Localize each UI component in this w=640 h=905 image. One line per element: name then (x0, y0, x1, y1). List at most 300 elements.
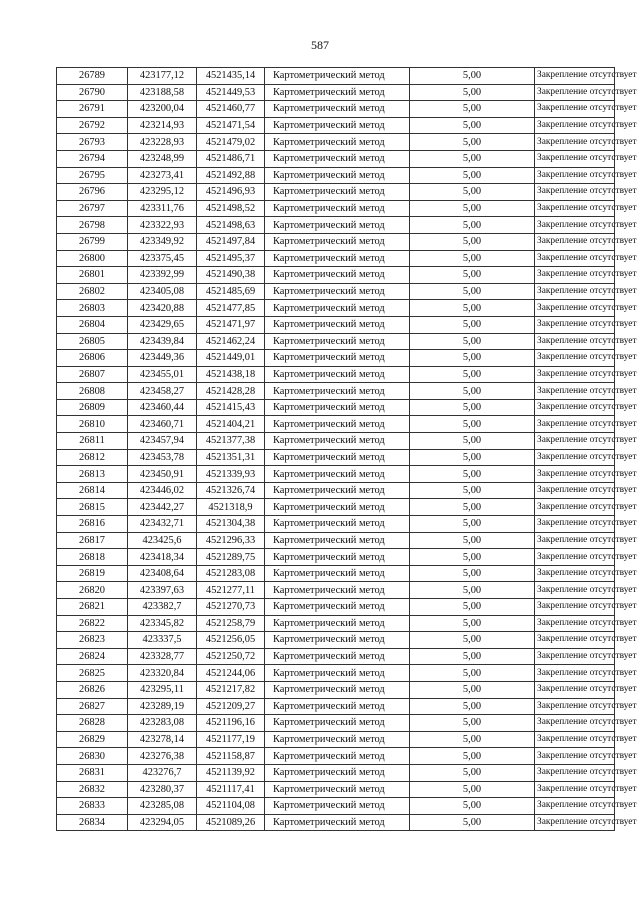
table-row (57, 798, 615, 815)
fixing-cell: Закрепление отсутствует (535, 250, 615, 267)
fixing-cell: Закрепление отсутствует (535, 383, 615, 400)
x-coordinate-cell: 423349,92 (128, 233, 197, 250)
point-number-cell: 26798 (57, 217, 128, 234)
fixing-cell: Закрепление отсутствует (535, 615, 615, 632)
table-row (57, 433, 615, 450)
fixing-cell: Закрепление отсутствует (535, 366, 615, 383)
table-row (57, 399, 615, 416)
accuracy-cell: 5,00 (410, 134, 535, 151)
page-number: 587 (311, 38, 329, 52)
fixing-cell: Закрепление отсутствует (535, 781, 615, 798)
coordinates-table (56, 67, 637, 831)
accuracy-cell: 5,00 (410, 764, 535, 781)
point-number-cell: 26815 (57, 499, 128, 516)
x-coordinate-cell: 423320,84 (128, 665, 197, 682)
accuracy-cell: 5,00 (410, 250, 535, 267)
x-coordinate-cell: 423280,37 (128, 781, 197, 798)
y-coordinate-cell: 4521496,93 (197, 184, 265, 201)
accuracy-cell: 5,00 (410, 648, 535, 665)
y-coordinate-cell: 4521158,87 (197, 748, 265, 765)
fixing-cell: Закрепление отсутствует (535, 532, 615, 549)
method-cell: Картометрический метод (265, 632, 410, 649)
method-cell: Картометрический метод (265, 748, 410, 765)
accuracy-cell: 5,00 (410, 350, 535, 367)
method-cell: Картометрический метод (265, 433, 410, 450)
y-coordinate-cell: 4521256,05 (197, 632, 265, 649)
fixing-cell: Закрепление отсутствует (535, 599, 615, 616)
method-cell: Картометрический метод (265, 516, 410, 533)
point-number-cell: 26797 (57, 200, 128, 217)
table-row (57, 665, 615, 682)
point-number-cell: 26822 (57, 615, 128, 632)
fixing-cell: Закрепление отсутствует (535, 449, 615, 466)
y-coordinate-cell: 4521377,38 (197, 433, 265, 450)
fixing-cell: Закрепление отсутствует (535, 117, 615, 134)
x-coordinate-cell: 423276,38 (128, 748, 197, 765)
x-coordinate-cell: 423283,08 (128, 715, 197, 732)
y-coordinate-cell: 4521490,38 (197, 267, 265, 284)
accuracy-cell: 5,00 (410, 416, 535, 433)
method-cell: Картометрический метод (265, 466, 410, 483)
point-number-cell: 26813 (57, 466, 128, 483)
table-row (57, 499, 615, 516)
fixing-cell: Закрепление отсутствует (535, 698, 615, 715)
method-cell: Картометрический метод (265, 267, 410, 284)
x-coordinate-cell: 423458,27 (128, 383, 197, 400)
point-number-cell: 26818 (57, 549, 128, 566)
fixing-cell: Закрепление отсутствует (535, 764, 615, 781)
x-coordinate-cell: 423276,7 (128, 764, 197, 781)
point-number-cell: 26827 (57, 698, 128, 715)
point-number-cell: 26791 (57, 101, 128, 118)
table-row (57, 632, 615, 649)
accuracy-cell: 5,00 (410, 366, 535, 383)
point-number-cell: 26829 (57, 731, 128, 748)
fixing-cell: Закрепление отсутствует (535, 68, 615, 85)
accuracy-cell: 5,00 (410, 582, 535, 599)
method-cell: Картометрический метод (265, 565, 410, 582)
table-row (57, 648, 615, 665)
method-cell: Картометрический метод (265, 764, 410, 781)
fixing-cell: Закрепление отсутствует (535, 715, 615, 732)
accuracy-cell: 5,00 (410, 549, 535, 566)
x-coordinate-cell: 423295,12 (128, 184, 197, 201)
method-cell: Картометрический метод (265, 416, 410, 433)
method-cell: Картометрический метод (265, 549, 410, 566)
point-number-cell: 26805 (57, 333, 128, 350)
y-coordinate-cell: 4521492,88 (197, 167, 265, 184)
x-coordinate-cell: 423337,5 (128, 632, 197, 649)
table-row (57, 814, 615, 831)
method-cell: Картометрический метод (265, 84, 410, 101)
table-row (57, 101, 615, 118)
y-coordinate-cell: 4521244,06 (197, 665, 265, 682)
method-cell: Картометрический метод (265, 217, 410, 234)
point-number-cell: 26826 (57, 681, 128, 698)
table-row (57, 532, 615, 549)
x-coordinate-cell: 423442,27 (128, 499, 197, 516)
x-coordinate-cell: 423382,7 (128, 599, 197, 616)
x-coordinate-cell: 423425,6 (128, 532, 197, 549)
method-cell: Картометрический метод (265, 648, 410, 665)
x-coordinate-cell: 423248,99 (128, 150, 197, 167)
accuracy-cell: 5,00 (410, 599, 535, 616)
table-row (57, 350, 615, 367)
y-coordinate-cell: 4521498,63 (197, 217, 265, 234)
y-coordinate-cell: 4521479,02 (197, 134, 265, 151)
fixing-cell: Закрепление отсутствует (535, 681, 615, 698)
point-number-cell: 26828 (57, 715, 128, 732)
x-coordinate-cell: 423273,41 (128, 167, 197, 184)
table-row (57, 698, 615, 715)
y-coordinate-cell: 4521117,41 (197, 781, 265, 798)
fixing-cell: Закрепление отсутствует (535, 316, 615, 333)
y-coordinate-cell: 4521283,08 (197, 565, 265, 582)
y-coordinate-cell: 4521495,37 (197, 250, 265, 267)
y-coordinate-cell: 4521217,82 (197, 681, 265, 698)
fixing-cell: Закрепление отсутствует (535, 399, 615, 416)
y-coordinate-cell: 4521318,9 (197, 499, 265, 516)
point-number-cell: 26819 (57, 565, 128, 582)
method-cell: Картометрический метод (265, 449, 410, 466)
point-number-cell: 26806 (57, 350, 128, 367)
y-coordinate-cell: 4521497,84 (197, 233, 265, 250)
fixing-cell: Закрепление отсутствует (535, 267, 615, 284)
accuracy-cell: 5,00 (410, 482, 535, 499)
method-cell: Картометрический метод (265, 715, 410, 732)
accuracy-cell: 5,00 (410, 200, 535, 217)
x-coordinate-cell: 423460,71 (128, 416, 197, 433)
method-cell: Картометрический метод (265, 366, 410, 383)
accuracy-cell: 5,00 (410, 449, 535, 466)
x-coordinate-cell: 423278,14 (128, 731, 197, 748)
x-coordinate-cell: 423214,93 (128, 117, 197, 134)
method-cell: Картометрический метод (265, 316, 410, 333)
x-coordinate-cell: 423408,64 (128, 565, 197, 582)
table-row (57, 781, 615, 798)
table-row (57, 117, 615, 134)
y-coordinate-cell: 4521462,24 (197, 333, 265, 350)
y-coordinate-cell: 4521485,69 (197, 283, 265, 300)
table-row (57, 549, 615, 566)
method-cell: Картометрический метод (265, 383, 410, 400)
method-cell: Картометрический метод (265, 233, 410, 250)
x-coordinate-cell: 423429,65 (128, 316, 197, 333)
accuracy-cell: 5,00 (410, 399, 535, 416)
x-coordinate-cell: 423311,76 (128, 200, 197, 217)
method-cell: Картометрический метод (265, 150, 410, 167)
fixing-cell: Закрепление отсутствует (535, 233, 615, 250)
point-number-cell: 26812 (57, 449, 128, 466)
y-coordinate-cell: 4521196,16 (197, 715, 265, 732)
accuracy-cell: 5,00 (410, 731, 535, 748)
method-cell: Картометрический метод (265, 68, 410, 85)
y-coordinate-cell: 4521460,77 (197, 101, 265, 118)
accuracy-cell: 5,00 (410, 466, 535, 483)
x-coordinate-cell: 423295,11 (128, 681, 197, 698)
table-row (57, 599, 615, 616)
fixing-cell: Закрепление отсутствует (535, 333, 615, 350)
fixing-cell: Закрепление отсутствует (535, 549, 615, 566)
method-cell: Картометрический метод (265, 814, 410, 831)
table-row (57, 383, 615, 400)
table-row (57, 167, 615, 184)
point-number-cell: 26799 (57, 233, 128, 250)
y-coordinate-cell: 4521139,92 (197, 764, 265, 781)
fixing-cell: Закрепление отсутствует (535, 582, 615, 599)
table-row (57, 233, 615, 250)
table-row (57, 217, 615, 234)
point-number-cell: 26824 (57, 648, 128, 665)
accuracy-cell: 5,00 (410, 333, 535, 350)
point-number-cell: 26823 (57, 632, 128, 649)
y-coordinate-cell: 4521250,72 (197, 648, 265, 665)
x-coordinate-cell: 423455,01 (128, 366, 197, 383)
y-coordinate-cell: 4521177,19 (197, 731, 265, 748)
accuracy-cell: 5,00 (410, 698, 535, 715)
y-coordinate-cell: 4521104,08 (197, 798, 265, 815)
point-number-cell: 26830 (57, 748, 128, 765)
x-coordinate-cell: 423294,05 (128, 814, 197, 831)
method-cell: Картометрический метод (265, 532, 410, 549)
y-coordinate-cell: 4521449,53 (197, 84, 265, 101)
x-coordinate-cell: 423432,71 (128, 516, 197, 533)
x-coordinate-cell: 423453,78 (128, 449, 197, 466)
fixing-cell: Закрепление отсутствует (535, 814, 615, 831)
table-row (57, 300, 615, 317)
fixing-cell: Закрепление отсутствует (535, 433, 615, 450)
method-cell: Картометрический метод (265, 117, 410, 134)
accuracy-cell: 5,00 (410, 814, 535, 831)
point-number-cell: 26816 (57, 516, 128, 533)
point-number-cell: 26825 (57, 665, 128, 682)
method-cell: Картометрический метод (265, 184, 410, 201)
table-row (57, 466, 615, 483)
accuracy-cell: 5,00 (410, 184, 535, 201)
y-coordinate-cell: 4521296,33 (197, 532, 265, 549)
point-number-cell: 26807 (57, 366, 128, 383)
accuracy-cell: 5,00 (410, 84, 535, 101)
fixing-cell: Закрепление отсутствует (535, 283, 615, 300)
table-row (57, 715, 615, 732)
x-coordinate-cell: 423200,04 (128, 101, 197, 118)
y-coordinate-cell: 4521089,26 (197, 814, 265, 831)
point-number-cell: 26804 (57, 316, 128, 333)
y-coordinate-cell: 4521498,52 (197, 200, 265, 217)
table-row (57, 283, 615, 300)
table-row (57, 516, 615, 533)
table-row (57, 449, 615, 466)
point-number-cell: 26793 (57, 134, 128, 151)
fixing-cell: Закрепление отсутствует (535, 217, 615, 234)
accuracy-cell: 5,00 (410, 781, 535, 798)
point-number-cell: 26792 (57, 117, 128, 134)
table-row (57, 267, 615, 284)
method-cell: Картометрический метод (265, 781, 410, 798)
table-row (57, 316, 615, 333)
accuracy-cell: 5,00 (410, 383, 535, 400)
fixing-cell: Закрепление отсутствует (535, 516, 615, 533)
point-number-cell: 26810 (57, 416, 128, 433)
fixing-cell: Закрепление отсутствует (535, 665, 615, 682)
fixing-cell: Закрепление отсутствует (535, 84, 615, 101)
y-coordinate-cell: 4521471,54 (197, 117, 265, 134)
x-coordinate-cell: 423392,99 (128, 267, 197, 284)
y-coordinate-cell: 4521258,79 (197, 615, 265, 632)
accuracy-cell: 5,00 (410, 681, 535, 698)
point-number-cell: 26801 (57, 267, 128, 284)
y-coordinate-cell: 4521289,75 (197, 549, 265, 566)
y-coordinate-cell: 4521438,18 (197, 366, 265, 383)
fixing-cell: Закрепление отсутствует (535, 499, 615, 516)
table-row (57, 250, 615, 267)
accuracy-cell: 5,00 (410, 433, 535, 450)
method-cell: Картометрический метод (265, 681, 410, 698)
table-row (57, 150, 615, 167)
fixing-cell: Закрепление отсутствует (535, 150, 615, 167)
accuracy-cell: 5,00 (410, 283, 535, 300)
y-coordinate-cell: 4521471,97 (197, 316, 265, 333)
point-number-cell: 26802 (57, 283, 128, 300)
accuracy-cell: 5,00 (410, 665, 535, 682)
method-cell: Картометрический метод (265, 134, 410, 151)
table-row (57, 200, 615, 217)
fixing-cell: Закрепление отсутствует (535, 416, 615, 433)
table-body (57, 68, 637, 831)
fixing-cell: Закрепление отсутствует (535, 300, 615, 317)
x-coordinate-cell: 423418,34 (128, 549, 197, 566)
method-cell: Картометрический метод (265, 482, 410, 499)
point-number-cell: 26834 (57, 814, 128, 831)
x-coordinate-cell: 423177,12 (128, 68, 197, 85)
x-coordinate-cell: 423345,82 (128, 615, 197, 632)
accuracy-cell: 5,00 (410, 499, 535, 516)
fixing-cell: Закрепление отсутствует (535, 200, 615, 217)
x-coordinate-cell: 423439,84 (128, 333, 197, 350)
x-coordinate-cell: 423397,63 (128, 582, 197, 599)
accuracy-cell: 5,00 (410, 68, 535, 85)
point-number-cell: 26795 (57, 167, 128, 184)
table-row (57, 731, 615, 748)
point-number-cell: 26832 (57, 781, 128, 798)
method-cell: Картометрический метод (265, 300, 410, 317)
method-cell: Картометрический метод (265, 333, 410, 350)
point-number-cell: 26796 (57, 184, 128, 201)
fixing-cell: Закрепление отсутствует (535, 101, 615, 118)
point-number-cell: 26811 (57, 433, 128, 450)
method-cell: Картометрический метод (265, 101, 410, 118)
fixing-cell: Закрепление отсутствует (535, 648, 615, 665)
table-row (57, 482, 615, 499)
y-coordinate-cell: 4521477,85 (197, 300, 265, 317)
accuracy-cell: 5,00 (410, 565, 535, 582)
x-coordinate-cell: 423420,88 (128, 300, 197, 317)
point-number-cell: 26790 (57, 84, 128, 101)
x-coordinate-cell: 423322,93 (128, 217, 197, 234)
table-row (57, 582, 615, 599)
table-row (57, 681, 615, 698)
accuracy-cell: 5,00 (410, 316, 535, 333)
method-cell: Картометрический метод (265, 167, 410, 184)
fixing-cell: Закрепление отсутствует (535, 565, 615, 582)
accuracy-cell: 5,00 (410, 101, 535, 118)
accuracy-cell: 5,00 (410, 632, 535, 649)
y-coordinate-cell: 4521351,31 (197, 449, 265, 466)
point-number-cell: 26803 (57, 300, 128, 317)
y-coordinate-cell: 4521209,27 (197, 698, 265, 715)
fixing-cell: Закрепление отсутствует (535, 731, 615, 748)
point-number-cell: 26800 (57, 250, 128, 267)
x-coordinate-cell: 423450,91 (128, 466, 197, 483)
method-cell: Картометрический метод (265, 499, 410, 516)
table-row (57, 366, 615, 383)
fixing-cell: Закрепление отсутствует (535, 466, 615, 483)
fixing-cell: Закрепление отсутствует (535, 134, 615, 151)
x-coordinate-cell: 423405,08 (128, 283, 197, 300)
x-coordinate-cell: 423228,93 (128, 134, 197, 151)
point-number-cell: 26808 (57, 383, 128, 400)
fixing-cell: Закрепление отсутствует (535, 798, 615, 815)
accuracy-cell: 5,00 (410, 167, 535, 184)
y-coordinate-cell: 4521404,21 (197, 416, 265, 433)
table-row (57, 416, 615, 433)
y-coordinate-cell: 4521270,73 (197, 599, 265, 616)
fixing-cell: Закрепление отсутствует (535, 350, 615, 367)
table-row (57, 748, 615, 765)
accuracy-cell: 5,00 (410, 615, 535, 632)
accuracy-cell: 5,00 (410, 117, 535, 134)
method-cell: Картометрический метод (265, 798, 410, 815)
point-number-cell: 26794 (57, 150, 128, 167)
x-coordinate-cell: 423460,44 (128, 399, 197, 416)
y-coordinate-cell: 4521428,28 (197, 383, 265, 400)
table-row (57, 84, 615, 101)
point-number-cell: 26814 (57, 482, 128, 499)
x-coordinate-cell: 423188,58 (128, 84, 197, 101)
accuracy-cell: 5,00 (410, 233, 535, 250)
fixing-cell: Закрепление отсутствует (535, 482, 615, 499)
accuracy-cell: 5,00 (410, 798, 535, 815)
table-row (57, 68, 615, 85)
method-cell: Картометрический метод (265, 582, 410, 599)
accuracy-cell: 5,00 (410, 267, 535, 284)
method-cell: Картометрический метод (265, 665, 410, 682)
y-coordinate-cell: 4521277,11 (197, 582, 265, 599)
table-row (57, 565, 615, 582)
accuracy-cell: 5,00 (410, 217, 535, 234)
table-row (57, 184, 615, 201)
table-row (57, 764, 615, 781)
point-number-cell: 26809 (57, 399, 128, 416)
x-coordinate-cell: 423328,77 (128, 648, 197, 665)
y-coordinate-cell: 4521339,93 (197, 466, 265, 483)
y-coordinate-cell: 4521449,01 (197, 350, 265, 367)
method-cell: Картометрический метод (265, 599, 410, 616)
x-coordinate-cell: 423375,45 (128, 250, 197, 267)
accuracy-cell: 5,00 (410, 150, 535, 167)
y-coordinate-cell: 4521435,14 (197, 68, 265, 85)
accuracy-cell: 5,00 (410, 532, 535, 549)
method-cell: Картометрический метод (265, 250, 410, 267)
fixing-cell: Закрепление отсутствует (535, 184, 615, 201)
table-row (57, 134, 615, 151)
method-cell: Картометрический метод (265, 283, 410, 300)
method-cell: Картометрический метод (265, 399, 410, 416)
y-coordinate-cell: 4521304,38 (197, 516, 265, 533)
point-number-cell: 26833 (57, 798, 128, 815)
method-cell: Картометрический метод (265, 698, 410, 715)
table-row (57, 333, 615, 350)
